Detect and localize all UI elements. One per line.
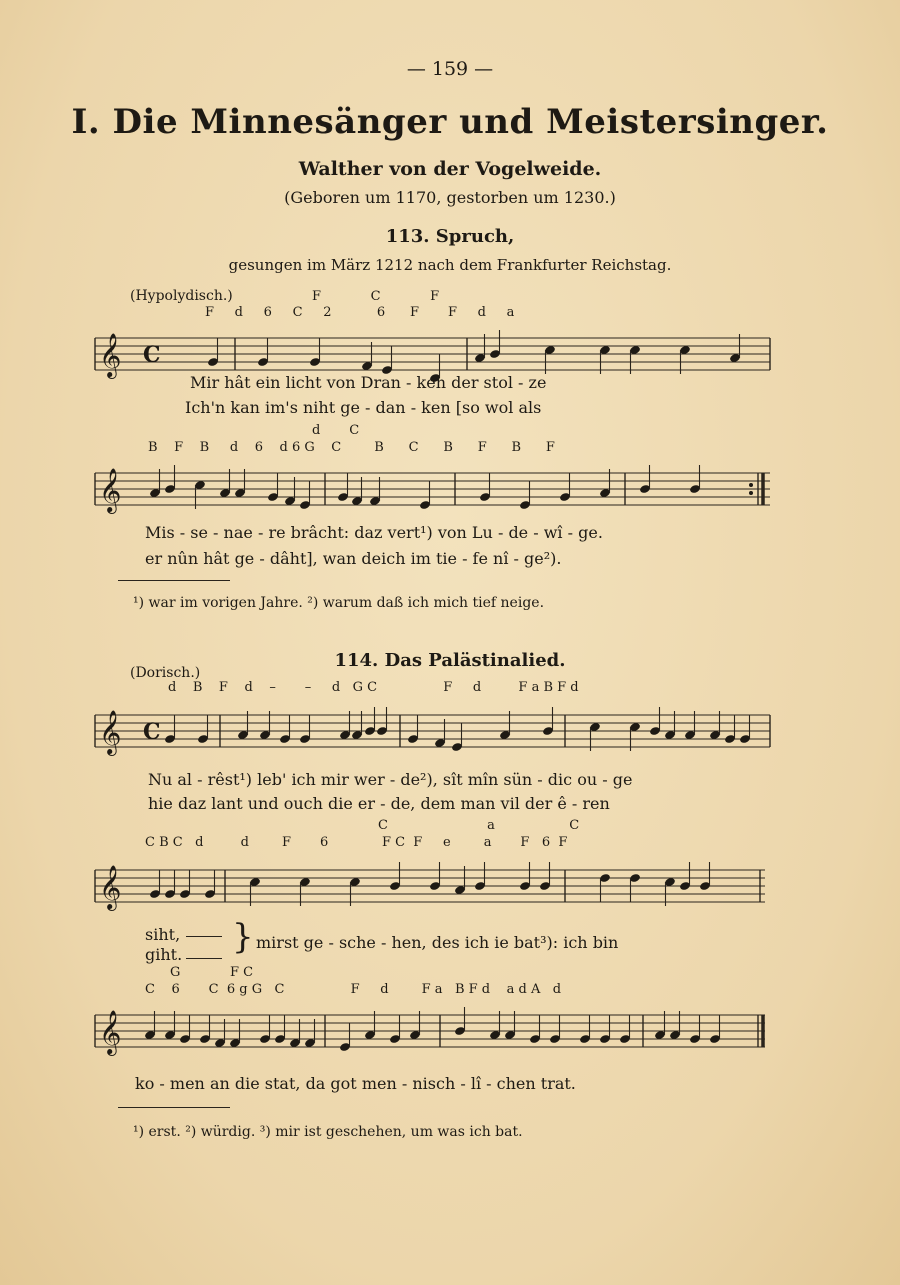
note-head xyxy=(389,862,401,891)
note-head xyxy=(699,862,711,891)
song-114-footnote: ¹) erst. ²) würdig. ³) mir ist geschehen, um was ich bat. xyxy=(133,1124,523,1140)
song-113-footnote: ¹) war im vorigen Jahre. ²) warum daß ich mich tief neige. xyxy=(133,595,545,611)
note-head xyxy=(679,862,691,891)
note-head xyxy=(639,465,651,494)
note-head xyxy=(619,1015,631,1044)
treble-clef-icon: 𝄞 xyxy=(99,710,122,754)
song-113-row2-lyric1: Mis - se - nae - re brâcht: daz vert¹) von Lu - de - wî - ge. xyxy=(145,523,603,542)
song-114-row2-lyric: mirst ge - sche - hen, des ich ie bat³): ich bin xyxy=(256,933,619,952)
note-head xyxy=(559,473,571,502)
note-head xyxy=(274,1015,286,1044)
song-114-row2-lyric-b: giht. xyxy=(145,945,183,964)
song-114-row2-chords: C B C d d F 6 F C F e a F 6 F xyxy=(145,835,568,850)
note-head xyxy=(364,707,376,736)
note-head xyxy=(451,723,463,752)
note-head xyxy=(197,715,209,744)
common-time-icon: C xyxy=(143,719,161,745)
song-114-staff-2 xyxy=(95,852,775,912)
note-head xyxy=(259,1015,271,1044)
note-head xyxy=(739,715,751,744)
note-head xyxy=(489,330,501,359)
note-head xyxy=(429,862,441,891)
song-114-row2-chords-top: C a C xyxy=(378,818,580,833)
note-head xyxy=(376,707,388,736)
note-head xyxy=(519,862,531,891)
note-head xyxy=(164,870,176,899)
note-head xyxy=(479,473,491,502)
song-113-row2-chords: B F B d 6 d 6 G C B C B F B F xyxy=(148,440,555,455)
lyric-dash-2 xyxy=(186,958,222,959)
song-113-mode: (Hypolydisch.) xyxy=(130,288,233,304)
note-head xyxy=(542,707,554,736)
song-114-row3-lyric: ko - men an die stat, da got men - nisch - lî - chen trat. xyxy=(135,1074,576,1093)
song-113-row1-chords: F d 6 C 2 6 F F d a xyxy=(205,305,515,320)
song-113-row2-lyric2: er nûn hât ge - dâht], wan deich im tie - fe nî - ge²). xyxy=(145,549,562,568)
note-head xyxy=(407,715,419,744)
note-head xyxy=(419,481,431,510)
note-head xyxy=(629,873,641,902)
note-head xyxy=(724,715,736,744)
note-head xyxy=(381,346,393,375)
note-head xyxy=(267,473,279,502)
song-114-title: 114. Das Palästinalied. xyxy=(334,650,566,671)
song-114-row3-chords-top: G F C xyxy=(170,965,254,980)
treble-clef-icon: 𝄞 xyxy=(99,865,122,909)
song-113-row2-chords-top: d C xyxy=(312,423,360,438)
note-head xyxy=(299,715,311,744)
treble-clef-icon: 𝄞 xyxy=(99,468,122,512)
note-head xyxy=(474,862,486,891)
note-head xyxy=(257,338,269,367)
author-dates: (Geboren um 1170, gestorben um 1230.) xyxy=(284,188,616,207)
song-113-row1-chords-top: F C F xyxy=(312,289,440,304)
author-name: Walther von der Vogelweide. xyxy=(298,158,602,180)
section-title: I. Die Minnesänger und Meistersinger. xyxy=(71,102,829,142)
note-head xyxy=(339,1023,351,1052)
note-head xyxy=(454,1007,466,1036)
note-head xyxy=(519,481,531,510)
note-head xyxy=(579,1015,591,1044)
page-number: — 159 — xyxy=(406,58,494,80)
lyric-dash-1 xyxy=(186,936,222,937)
song-114-mode: (Dorisch.) xyxy=(130,665,201,681)
note-head xyxy=(164,715,176,744)
note-head xyxy=(649,707,661,736)
song-114-row1-lyric1: Nu al - rêst¹) leb' ich mir wer - de²), sît mîn sün - dic ou - ge xyxy=(148,770,633,789)
song-113-row1-lyric2: Ich'n kan im's niht ge - dan - ken [so wol als xyxy=(185,398,542,417)
treble-clef-icon: 𝄞 xyxy=(99,1010,122,1054)
footnote-rule-114 xyxy=(118,1107,230,1108)
note-head xyxy=(599,873,611,902)
note-head xyxy=(299,481,311,510)
lyric-brace: } xyxy=(232,917,254,957)
note-head xyxy=(529,1015,541,1044)
song-113-row1-lyric1: Mir hât ein licht von Dran - ken der stol - ze xyxy=(190,373,547,392)
song-114-staff-1 xyxy=(95,697,775,757)
note-head xyxy=(599,1015,611,1044)
note-head xyxy=(199,1015,211,1044)
song-114-row3-chords: C 6 C 6 g G C F d F a B F d a d A d xyxy=(145,982,562,997)
common-time-icon: C xyxy=(143,342,161,368)
song-114-row1-lyric2: hie daz lant und ouch die er - de, dem man vil der ê - ren xyxy=(148,794,610,813)
note-head xyxy=(689,465,701,494)
note-head xyxy=(279,715,291,744)
note-head xyxy=(337,473,349,502)
note-head xyxy=(549,1015,561,1044)
footnote-rule-113 xyxy=(118,580,230,581)
note-head xyxy=(389,1015,401,1044)
note-head xyxy=(179,1015,191,1044)
note-head xyxy=(179,870,191,899)
song-113-staff-2 xyxy=(95,455,775,515)
note-head xyxy=(164,465,176,494)
note-head xyxy=(309,338,321,367)
note-head xyxy=(709,1015,721,1044)
note-head xyxy=(207,338,219,367)
song-114-staff-3 xyxy=(95,997,775,1057)
song-113-title: 113. Spruch, xyxy=(385,226,515,247)
song-113-staff-1 xyxy=(95,320,775,380)
song-113-subtitle: gesungen im März 1212 nach dem Frankfurter Reichstag. xyxy=(228,256,672,274)
note-head xyxy=(539,862,551,891)
song-114-row2-lyric-a: siht, xyxy=(145,925,181,944)
song-114-row1-chords: d B F d – – d G C F d F a B F d xyxy=(168,680,579,695)
note-head xyxy=(149,870,161,899)
note-head xyxy=(204,870,216,899)
note-head xyxy=(689,1015,701,1044)
treble-clef-icon: 𝄞 xyxy=(99,333,122,377)
